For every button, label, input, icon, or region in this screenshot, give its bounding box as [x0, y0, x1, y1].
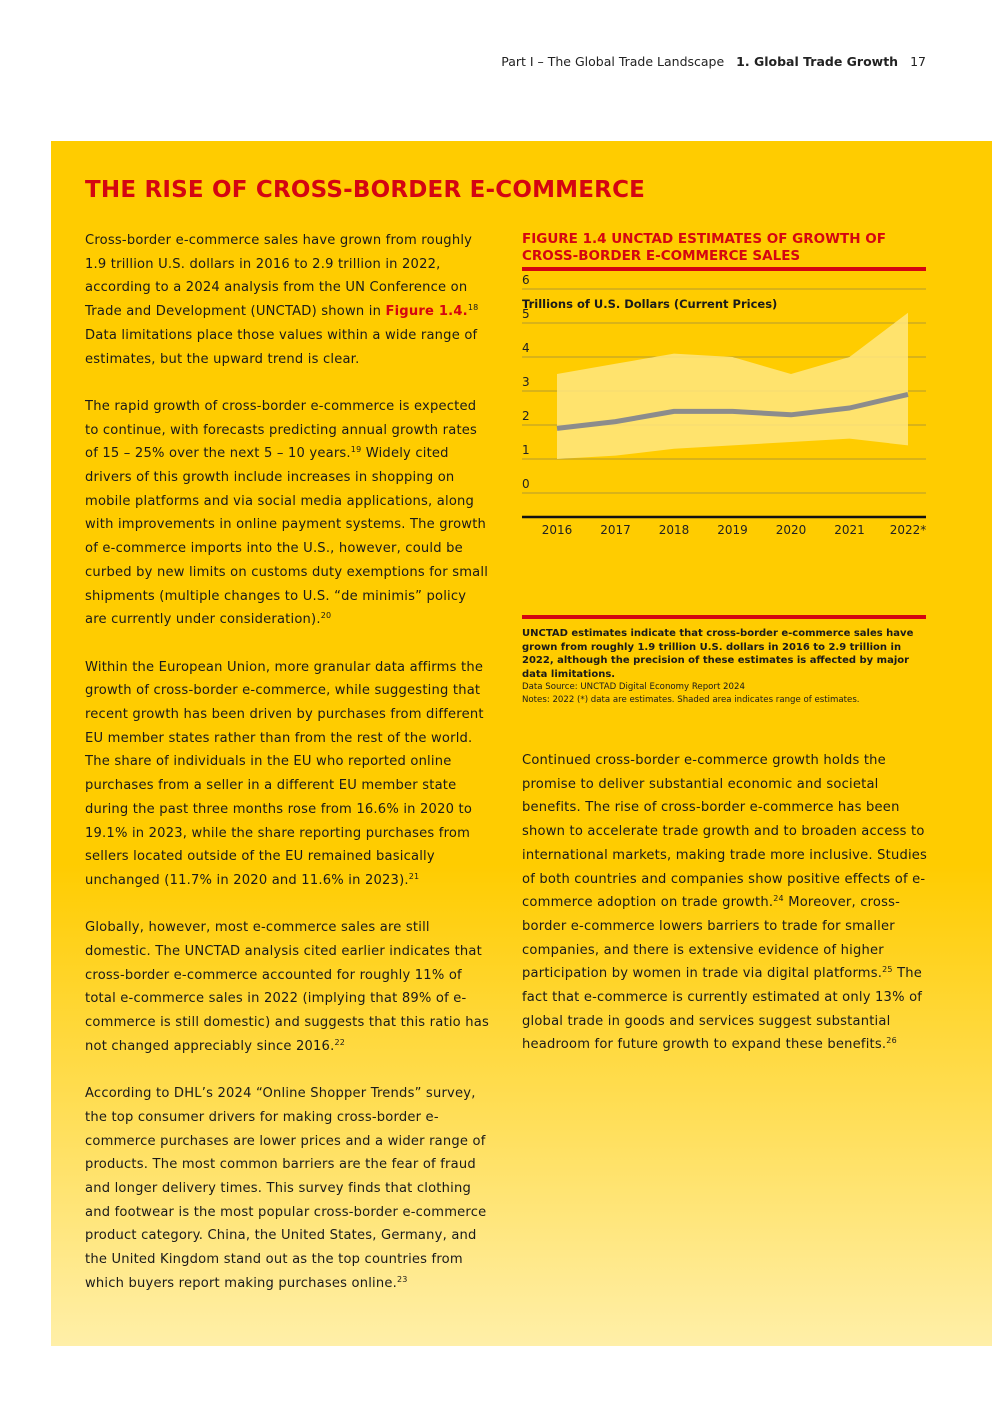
- estimate-range-area: [557, 313, 908, 459]
- chart-y-axis-label: Trillions of U.S. Dollars (Current Prices): [522, 297, 778, 311]
- left-column: [85, 229, 491, 1296]
- x-tick-label: 2017: [600, 523, 631, 537]
- figure-reference-link[interactable]: Figure 1.4.: [385, 304, 468, 320]
- right-column: [522, 749, 928, 1081]
- figure-1-4: [522, 231, 927, 705]
- paragraph-2: The rapid growth of cross-border e-commerce is expected to continue, with forecasts predicting annual growth rates of 15 – 25% over the next 5 – 10 years.$^{19}$ Widely cited drivers of this growth include increases in shopping on mobile platforms and via social media applications, along with improvements in online payment systems. The growth of e-commerce imports into the U.S., however, could be curbed by new limits on customs duty exemptions for small shipments (multiple changes to U.S. “de minimis” policy are currently under consideration).$^{20}$: [85, 398, 489, 628]
- paragraph-3: Within the European Union, more granular data affirms the growth of cross-border e-commerce, while suggesting that recent growth has been driven by purchases from different EU member states rather than from the rest of the world. The share of individuals in the EU who reported online purchases from a seller in a different EU member state during the past three months rose from 16.6% in 2020 to 19.1% in 2023, while the share reporting purchases from sellers located outside of the EU remained basically unchanged (11.7% in 2020 and 11.6% in 2023).$^{21}$: [85, 659, 484, 888]
- paragraph-5: According to DHL’s 2024 “Online Shopper Trends” survey, the top consumer drivers for making cross-border e-commerce purchases are lower prices and a wider range of products. The most common barriers are the fear of fraud and longer delivery times. This survey finds that clothing and footwear is the most popular cross-border e-commerce product category. China, the United States, Germany, and the United Kingdom stand out as the top countries from which buyers report making purchases online.$^{23}$: [85, 1086, 487, 1291]
- y-tick-label: 1: [522, 443, 530, 457]
- y-tick-label: 5: [522, 307, 530, 321]
- footnote-marker[interactable]: 24: [773, 894, 784, 904]
- section-title: THE RISE OF CROSS-BORDER E-COMMERCE: [85, 177, 646, 203]
- footnote-marker[interactable]: 23: [397, 1274, 408, 1284]
- footnote-marker[interactable]: 22: [334, 1037, 346, 1047]
- y-tick-label: 0: [522, 477, 530, 491]
- y-tick-label: 2: [522, 409, 530, 423]
- chart-notes: Notes: 2022 (*) data are estimates. Shaded area indicates range of estimates.: [522, 695, 860, 705]
- y-tick-label: 3: [522, 375, 530, 389]
- paragraph-1: Cross-border e-commerce sales have grown from roughly 1.9 trillion U.S. dollars in 2016 to 2.9 trillion in 2022, according to a 2024 analysis from the UN Conference on Trade and Development (UNCTAD) shown in Figure 1.4.18 Data limitations place those values within a wide range of estimates, but the upward trend is clear.: [85, 233, 479, 367]
- x-tick-label: 2020: [775, 523, 807, 537]
- page-number: 17: [910, 54, 926, 69]
- figure-top-rule: [522, 267, 926, 271]
- caption-text: UNCTAD estimates indicate that cross-border e-commerce sales have grown from roughly 1.9 trillion U.S. dollars in 2016 to 2.9 trillion in 2022, although the precision of these estimates is affected by major data limitations.: [522, 628, 914, 680]
- footnote-marker[interactable]: 26: [886, 1036, 897, 1046]
- x-tick-label: 2018: [658, 523, 690, 537]
- footnote-marker[interactable]: 18: [467, 303, 479, 313]
- content-panel: [51, 141, 992, 1346]
- running-header: [501, 54, 926, 69]
- y-tick-label: 6: [522, 273, 530, 287]
- footnote-marker[interactable]: 19: [350, 445, 362, 455]
- figure-bottom-rule: [522, 615, 926, 619]
- y-tick-label: 4: [522, 341, 530, 355]
- part-label: Part I – The Global Trade Landscape: [501, 54, 725, 69]
- x-tick-label: 2022*: [889, 523, 927, 537]
- footnote-marker[interactable]: 20: [320, 611, 332, 621]
- footnote-marker[interactable]: 25: [882, 965, 893, 975]
- x-tick-label: 2019: [717, 523, 748, 537]
- data-source: Data Source: UNCTAD Digital Economy Report 2024: [522, 682, 745, 692]
- paragraph-6: Continued cross-border e-commerce growth holds the promise to deliver substantial economic and societal benefits. The rise of cross-border e-commerce has been shown to accelerate trade growth and to broaden access to international markets, making trade more inclusive. Studies of both countries and companies show positive effects of e-commerce adoption on trade growth.$^{24}$ Moreover, cross-border e-commerce lowers barriers to trade for smaller companies, and there is extensive evidence of higher participation by women in trade via digital platforms.$^{25}$ The fact that e-commerce is currently estimated at only 13% of global trade in goods and services suggest substantial headroom for future growth to expand these benefits.$^{26}$: [522, 753, 928, 1053]
- x-tick-label: 2021: [834, 523, 865, 537]
- paragraph-4: Globally, however, most e-commerce sales are still domestic. The UNCTAD analysis cited earlier indicates that cross-border e-commerce accounted for roughly 11% of total e-commerce sales in 2022 (implying that 89% of e-commerce is still domestic) and suggests that this ratio has not changed appreciably since 2016.22: [85, 920, 489, 1054]
- footnote-marker[interactable]: 21: [408, 871, 420, 881]
- chapter-label: 1. Global Trade Growth: [736, 54, 899, 69]
- x-tick-label: 2016: [541, 523, 573, 537]
- figure-title: FIGURE 1.4 UNCTAD ESTIMATES OF GROWTH OF CROSS-BORDER E-COMMERCE SALES: [522, 231, 886, 264]
- figure-caption: [522, 627, 926, 707]
